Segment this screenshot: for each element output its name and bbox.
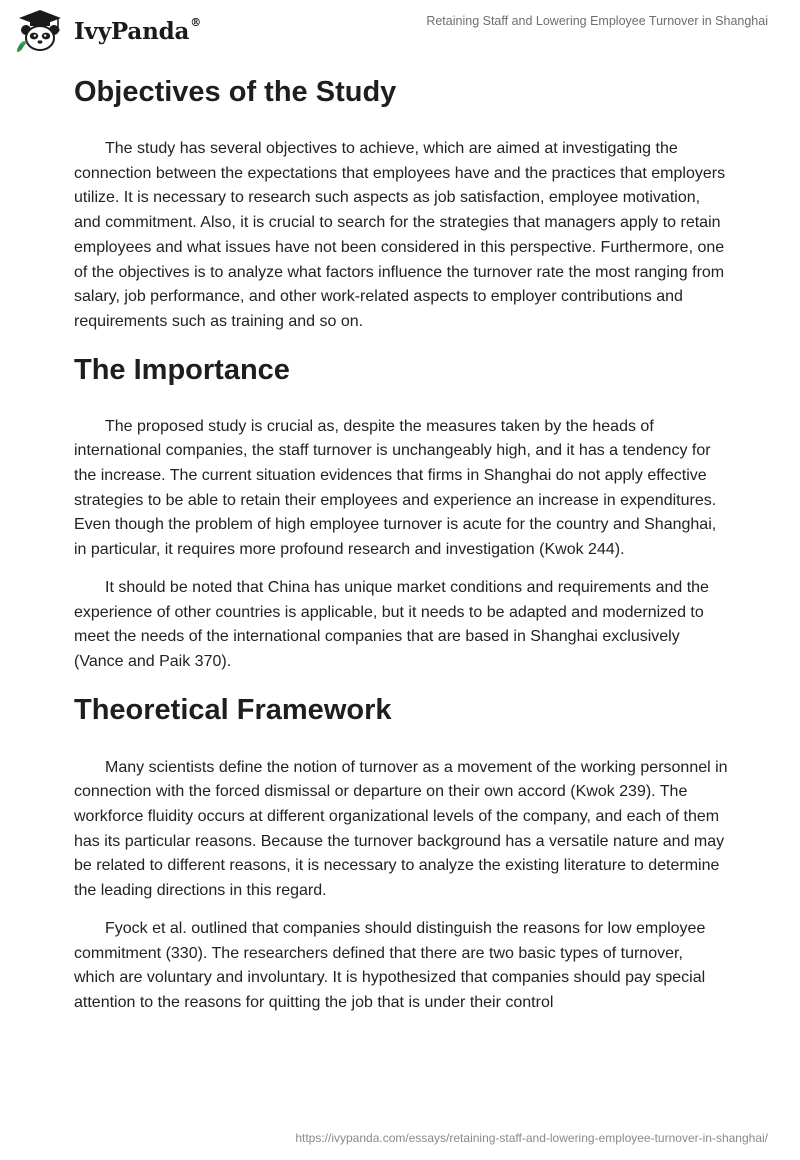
section-heading-theoretical-framework: Theoretical Framework	[74, 693, 392, 726]
panda-graduate-icon	[14, 8, 66, 54]
brand-text: IvyPanda	[74, 17, 190, 45]
paragraph: Many scientists define the notion of turnover as a movement of the working personnel in connection with the forced dismissal or departure on their own accord (Kwok 239). The workforce fluidity occurs at different organizational levels of the company, and each of them has its particular reasons. Because the turnover background has a versatile nature and may be related to different reasons, it is necessary to analyze the existing literature to determine the leading directions in this regard.	[74, 758, 728, 900]
paragraph: It should be noted that China has unique market conditions and requirements and the experience of other countries is applicable, but it needs to be adapted and modernized to meet the needs of the international companies that are based in Shanghai exclusively (Vance and Paik 370).	[74, 578, 709, 670]
paragraph: Fyock et al. outlined that companies should distinguish the reasons for low employee commitment (330). The researchers defined that there are two basic types of turnover, which are voluntary and involuntary. It is hypothesized that companies should pay special attention to the reasons for quitting the job that is under their control	[74, 919, 706, 1011]
section-heading-importance: The Importance	[74, 353, 290, 386]
page-header	[0, 0, 800, 60]
paragraph: The proposed study is crucial as, despite the measures taken by the heads of international companies, the staff turnover is unchangeably high, and it has a tendency for the increase. The current situation evidences that firms in Shanghai do not apply effective strategies to be able to retain their employees and experience an increase in expenditures. Even though the problem of high employee turnover is acute for the country and Shanghai, in particular, it requires more profound research and investigation (Kwok 244).	[74, 417, 717, 559]
brand-name	[74, 15, 201, 45]
source-url-link[interactable]: https://ivypanda.com/essays/retaining-staff-and-lowering-employee-turnover-in-shanghai/	[295, 1131, 768, 1145]
paragraph: The study has several objectives to achieve, which are aimed at investigating the connection between the expectations that employees have and the practices that employers utilize. It is necessary to research such aspects as job satisfaction, employee motivation, and commitment. Also, it is crucial to search for the strategies that managers apply to retain employees and what issues have not been considered in this perspective. Furthermore, one of the objectives is to analyze what factors influence the turnover rate the most ranging from salary, job performance, and other work-related aspects to employer contributions and requirements such as training and so on.	[74, 140, 726, 330]
article-body	[74, 68, 728, 1016]
section-heading-objectives: Objectives of the Study	[74, 76, 397, 108]
ivypanda-logo[interactable]	[14, 8, 201, 54]
document-title: Retaining Staff and Lowering Employee Turnover in Shanghai	[426, 14, 768, 28]
registered-mark: ®	[190, 15, 201, 29]
